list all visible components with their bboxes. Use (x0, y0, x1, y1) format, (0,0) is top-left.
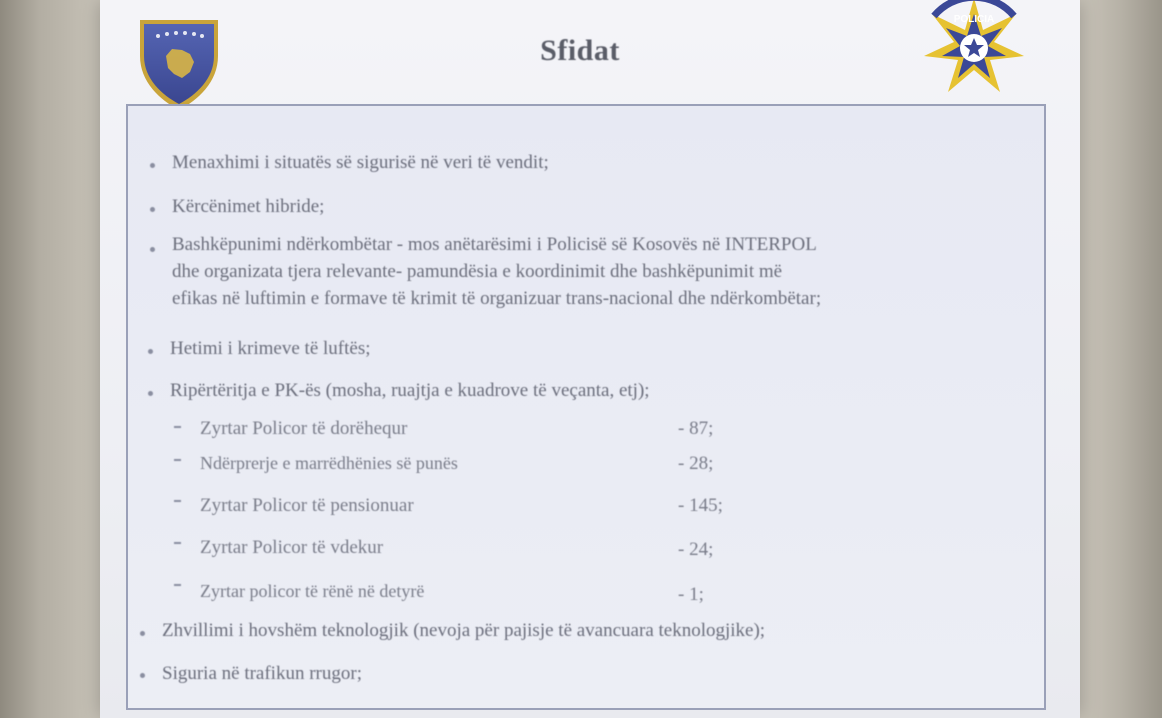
sub-item-value: - 1; (678, 584, 704, 605)
bullet-item: Hetimi i krimeve të luftës; (170, 338, 371, 359)
bullet-dot (150, 207, 155, 212)
bullet-dot (150, 247, 155, 252)
sub-item-dash (174, 584, 181, 586)
sub-item-dash (174, 542, 181, 544)
bullet-item: Ripërtëritja e PK-ës (mosha, ruajtja e kuadrove të veçanta, etj); (170, 380, 650, 401)
sub-item-label: Zyrtar Policor të dorëhequr (200, 418, 408, 439)
police-emblem-text: POLICIA (953, 14, 995, 25)
sub-item-dash (174, 500, 181, 502)
bullet-item-line: Bashkëpunimi ndërkombëtar - mos anëtarësimi i Policisë së Kosovës në INTERPOL (172, 234, 817, 255)
sub-item-value: - 145; (678, 495, 723, 516)
sub-item-label: Zyrtar Policor të vdekur (200, 537, 384, 558)
sub-item-dash (174, 426, 181, 428)
sub-item-label: Ndërprerje e marrëdhënies së punës (200, 453, 458, 473)
presentation-slide (100, 0, 1080, 718)
bullet-item: Menaxhimi i situatës së sigurisë në veri të vendit; (172, 152, 549, 173)
kosovo-coat-of-arms-logo (136, 16, 222, 112)
bullet-item-line: efikas në luftimin e formave të krimit të organizuar trans-nacional dhe ndërkombëtar; (172, 288, 822, 309)
sub-item-label: Zyrtar policor të rënë në detyrë (200, 581, 425, 601)
sub-item-label: Zyrtar Policor të pensionuar (200, 495, 414, 516)
bullet-dot (148, 391, 153, 396)
bullet-dot (150, 163, 155, 168)
bullet-item-line: dhe organizata tjera relevante- pamundësia e koordinimit dhe bashkëpunimit më (172, 261, 783, 282)
sub-item-value: - 24; (678, 539, 714, 560)
sub-item-dash (174, 459, 181, 461)
content-box (126, 104, 1046, 710)
sub-item-value: - 28; (678, 453, 714, 474)
bullet-dot (140, 631, 145, 636)
slide-title: Sfidat (540, 34, 620, 67)
bullet-item: Zhvillimi i hovshëm teknologjik (nevoja për pajisje të avancuara teknologjike); (162, 620, 766, 641)
sub-item-value: - 87; (678, 418, 714, 439)
bullet-dot (148, 349, 153, 354)
bullet-item: Siguria në trafikun rrugor; (162, 663, 362, 684)
bullet-item: Kërcënimet hibride; (172, 196, 325, 217)
bullet-dot (140, 673, 145, 678)
police-emblem-logo (918, 0, 1030, 96)
